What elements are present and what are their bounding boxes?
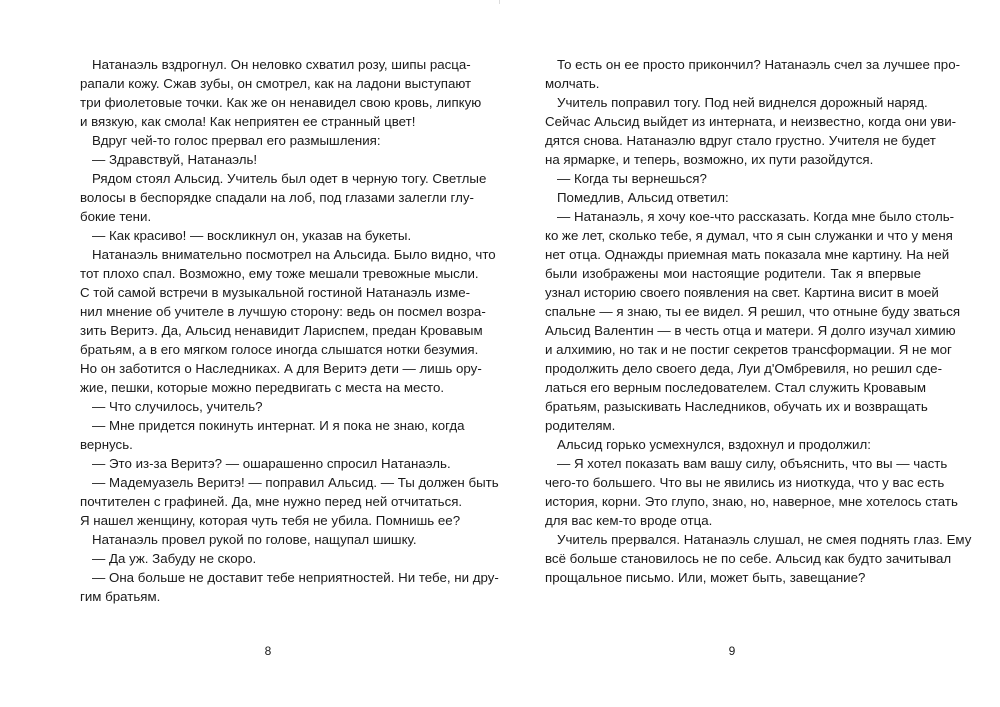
text-line: — Это из-за Веритэ? — ошарашенно спросил Натанаэль. [92,456,451,471]
left-page [80,55,499,606]
text-line: гим братьям. [80,589,161,604]
text-line: прощальное письмо. Или, может быть, завещание? [545,570,866,585]
text-line: Учитель поправил тогу. Под ней виднелся дорожный наряд. [557,95,928,110]
text-line: три фиолетовые точки. Как же он ненавидел свою кровь, липкую [80,95,482,110]
text-line: — Здравствуй, Натанаэль! [92,152,258,167]
text-line: на ярмарке, и теперь, возможно, их пути разойдутся. [545,152,874,167]
text-line: — Как красиво! — воскликнул он, указав на букеты. [92,228,412,243]
text-line: Сейчас Альсид выйдет из интерната, и неизвестно, когда они уви- [545,114,957,129]
text-line: — Мне придется покинуть интернат. И я пока не знаю, когда [92,418,465,433]
right-page-text [545,55,972,587]
text-line: нил мнение об учителе в лучшую сторону: ведь он посмел возра- [80,304,486,319]
text-line: продолжить дело своего деда, Луи д'Омбревиля, но решил сде- [545,361,942,376]
text-line: — Я хотел показать вам вашу силу, объяснить, что вы — часть [557,456,948,471]
text-line: — Она больше не доставит тебе неприятностей. Ни тебе, ни дру- [92,570,499,585]
text-line: волосы в беспорядке спадали на лоб, под глазами залегли глу- [80,190,474,205]
left-page-text [80,55,499,606]
text-line: родителям. [545,418,616,433]
text-line: всё больше становилось не по себе. Альсид как будто зачитывал [545,551,952,566]
text-line: Натанаэль провел рукой по голове, нащупал шишку. [92,532,417,547]
text-line: Вдруг чей-то голос прервал его размышления: [92,133,381,148]
text-line: бокие тени. [80,209,152,224]
text-line: нет отца. Однажды приемная мать показала мне картину. На ней [545,247,950,262]
text-line: Учитель прервался. Натанаэль слушал, не смея поднять глаз. Ему [557,532,972,547]
text-line: молчать. [545,76,600,91]
text-line: братьям, разыскивать Наследников, обучать их и возвращать [545,399,928,414]
text-line: ко же лет, сколько тебе, я думал, что я сын служанки и что у меня [545,228,953,243]
text-line: спальне — я знаю, ты ее видел. Я решил, что отныне буду зваться [545,304,961,319]
text-line: рапали кожу. Сжав зубы, он смотрел, как на ладони выступают [80,76,472,91]
text-line: тот плохо спал. Возможно, ему тоже мешали тревожные мысли. [80,266,479,281]
text-line: братьям, а в его мягком голосе иногда слышатся нотки безумия. [80,342,479,357]
text-line: Но он заботится о Наследниках. А для Веритэ дети — лишь ору- [80,361,482,376]
text-line: зить Веритэ. Да, Альсид ненавидит Лариспем, предан Кровавым [80,323,483,338]
text-line: Рядом стоял Альсид. Учитель был одет в черную тогу. Светлые [92,171,487,186]
text-line: дятся снова. Натанаэлю вдруг стало грустно. Учителя не будет [545,133,936,148]
text-line: латься его верным последователем. Стал служить Кровавым [545,380,926,395]
left-page-number: 8 [264,644,272,658]
text-line: узнал историю своего появления на свет. Картина висит в моей [545,285,939,300]
text-line: — Да уж. Забуду не скоро. [92,551,257,566]
text-line: Натанаэль внимательно посмотрел на Альсида. Было видно, что [92,247,496,262]
page-fold [499,0,500,4]
text-line: были изображены мои настоящие родители. Так я впервые [545,266,921,281]
text-line: — Что случилось, учитель? [92,399,263,414]
text-line: чего-то большего. Что вы не явились из ниоткуда, что у вас есть [545,475,945,490]
text-line: и вязкую, как смола! Как неприятен ее странный цвет! [80,114,416,129]
text-line: почтителен с графиней. Да, мне нужно перед ней отчитаться. [80,494,463,509]
text-line: для вас кем-то вроде отца. [545,513,713,528]
text-line: То есть он ее просто прикончил? Натанаэль счел за лучшее про- [557,57,961,72]
text-line: — Мадемуазель Веритэ! — поправил Альсид. — Ты должен быть [92,475,499,490]
text-line: Альсид Валентин — в честь отца и матери. Я долго изучал химию [545,323,956,338]
text-line: жие, пешки, которые можно передвигать с места на место. [80,380,445,395]
text-line: — Натанаэль, я хочу кое-что рассказать. Когда мне было столь- [557,209,955,224]
right-page-number: 9 [728,644,736,658]
text-line: — Когда ты вернешься? [557,171,707,186]
text-line: Помедлив, Альсид ответил: [557,190,729,205]
text-line: вернусь. [80,437,133,452]
right-page [545,55,972,587]
text-line: история, корни. Это глупо, знаю, но, наверное, мне хотелось стать [545,494,958,509]
text-line: и алхимию, но так и не постиг секретов трансформации. Я не мог [545,342,952,357]
text-line: Альсид горько усмехнулся, вздохнул и продолжил: [557,437,871,452]
text-line: Натанаэль вздрогнул. Он неловко схватил розу, шипы расца- [92,57,471,72]
text-line: С той самой встречи в музыкальной гостиной Натанаэль изме- [80,285,471,300]
text-line: Я нашел женщину, которая чуть тебя не убила. Помнишь ее? [80,513,461,528]
